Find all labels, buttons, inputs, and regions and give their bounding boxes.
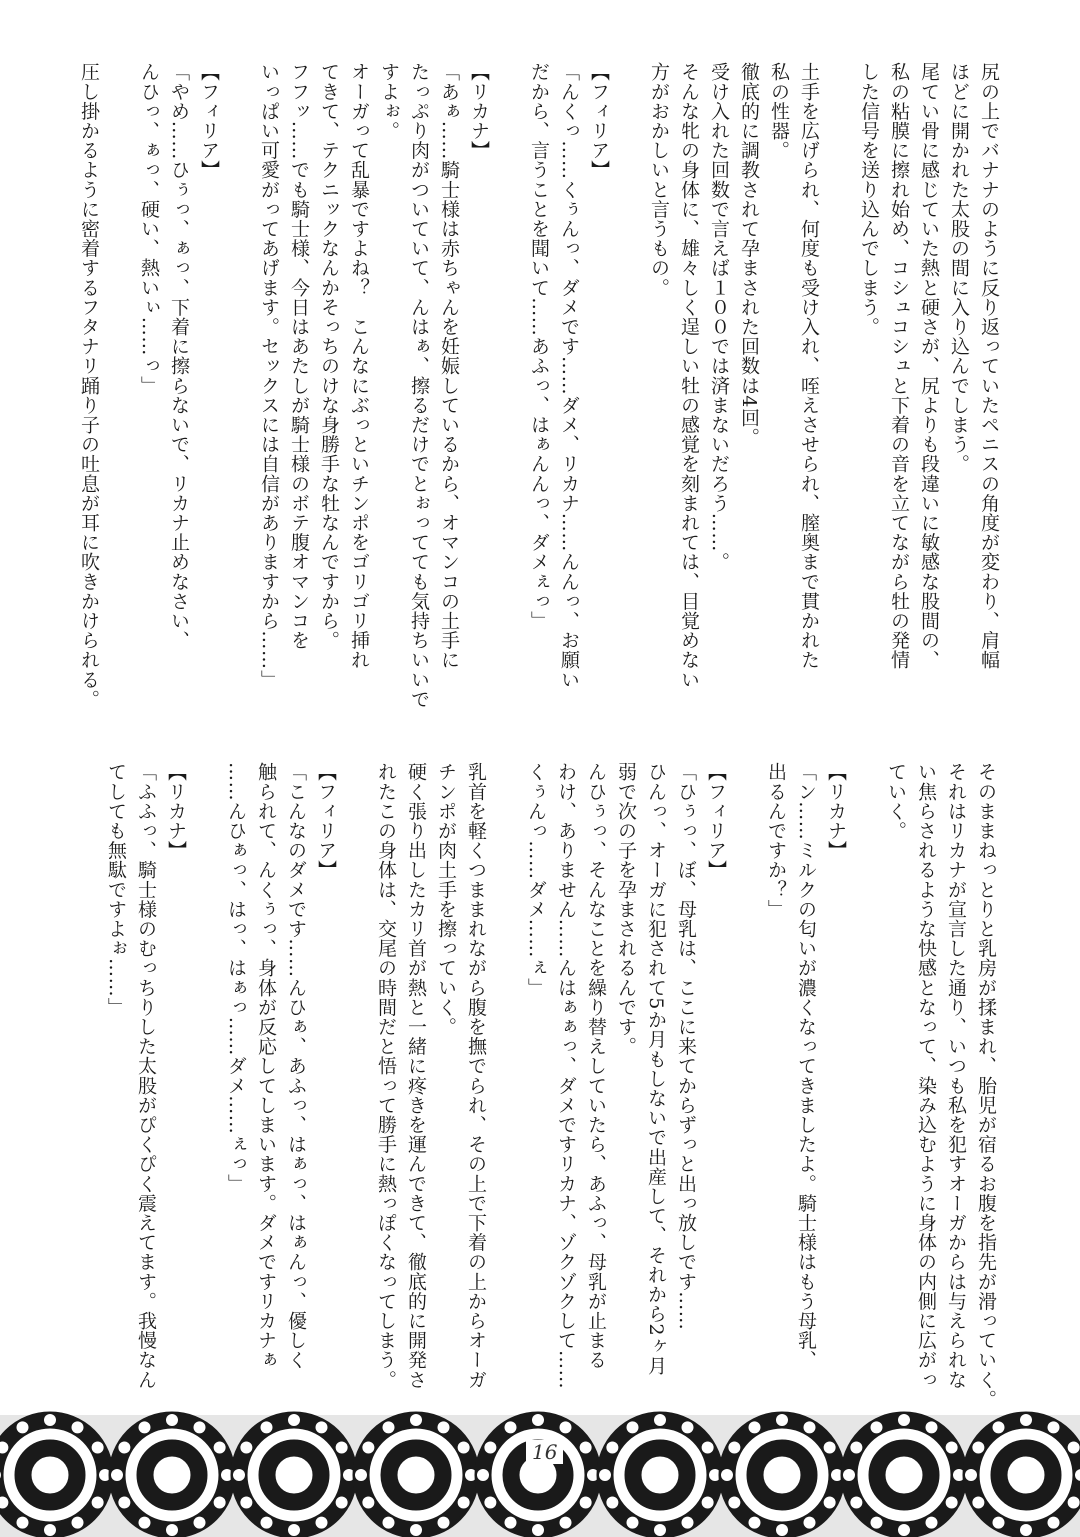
text-line: チンポが肉土手を擦っていく。 bbox=[435, 762, 457, 1037]
text-line: わけ、ありません……んはぁぁっ、ダメですリカナ、ゾクゾクして…… bbox=[555, 762, 577, 1390]
text-line: くぅんっ……ダメ……ぇ」 bbox=[525, 762, 547, 998]
text-line: した信号を送り込んでしまう。 bbox=[858, 62, 880, 337]
text-line: フフッ……でも騎士様、今日はあたしが騎士様のボテ腹オマンコを bbox=[288, 62, 310, 650]
text-line: すよぉ。 bbox=[378, 62, 400, 141]
text-line bbox=[850, 762, 880, 1402]
speaker-label: 【フィリア】 bbox=[588, 62, 610, 180]
text-line: そんな牝の身体に、雄々しく逞しい牡の感覚を刻まれては、目覚めない bbox=[678, 62, 700, 690]
lace-medallion bbox=[476, 1413, 600, 1537]
text-line: 「こんなのダメです……んひぁ、あふっ、はぁっ、はぁんっ、優しく bbox=[285, 762, 307, 1370]
text-line bbox=[104, 62, 134, 742]
text-line: 尾てい骨に感じていた熱と硬さが、尻よりも段違いに敏感な股間の、 bbox=[918, 62, 940, 670]
text-line: 「あぁ……騎士様は赤ちゃんを妊娠しているから、オマンコの土手に bbox=[438, 62, 460, 670]
text-line: んひぅっ、そんなことを繰り替えしていたら、あふっ、母乳が止まる bbox=[585, 762, 607, 1370]
text-line: ひんっ、オーガに犯されて5か月もしないで出産して、それから2ヶ月 bbox=[645, 762, 667, 1376]
text-line: ……んひぁっ、はっ、はぁっ……ダメ……ぇっ」 bbox=[225, 762, 247, 1194]
text-line: 「ふふっ、騎士様のむっちりした太股がぴくぴく震えてます。我慢なん bbox=[135, 762, 157, 1390]
lace-medallion bbox=[598, 1413, 722, 1537]
text-line: それはリカナが宣言した通り、いつも私を犯すオーガからは与えられな bbox=[945, 762, 967, 1390]
text-line bbox=[824, 62, 854, 742]
text-line bbox=[190, 762, 220, 1402]
speaker-label: 【フィリア】 bbox=[315, 762, 337, 880]
text-line: 方がおかしいと言うもの。 bbox=[648, 62, 670, 298]
speaker-label: 【リカナ】 bbox=[468, 62, 490, 160]
text-line: たっぷり肉がついていて、んはぁ、擦るだけでとぉってても気持ちいいで bbox=[408, 62, 430, 709]
text-line: 弱で次の子を孕まされるんです。 bbox=[615, 762, 637, 1056]
text-line: 私の粘膜に擦れ始め、コシュコシュと下着の音を立てながら牡の発情 bbox=[888, 62, 910, 670]
text-line: ていく。 bbox=[885, 762, 907, 841]
text-line: れたこの身体は、交尾の時間だと悟って勝手に熱っぽくなってしまう。 bbox=[375, 762, 397, 1390]
text-line: そのままねっとりと乳房が揉まれ、胎児が宿るお腹を指先が滑っていく。 bbox=[975, 762, 997, 1409]
text-line bbox=[340, 762, 370, 1402]
text-line: 徹底的に調教されて孕まされた回数は4回。 bbox=[738, 62, 760, 448]
text-line: んひっ、ぁっ、硬い、熱いぃ……っ」 bbox=[138, 62, 160, 396]
text-line: だから、言うことを聞いて……あふっ、はぁんんっ、ダメぇっ」 bbox=[528, 62, 550, 631]
speaker-label: 【フィリア】 bbox=[198, 62, 220, 180]
text-line: オーガって乱暴ですよね？ こんなにぶっといチンポをゴリゴリ挿れ bbox=[348, 62, 370, 670]
bottom-text-block bbox=[100, 762, 1000, 1409]
text-line: 私の性器。 bbox=[768, 62, 790, 160]
text-line: てきて、テクニックなんかそっちのけな身勝手な牡なんですから。 bbox=[318, 62, 340, 650]
text-line bbox=[490, 762, 520, 1402]
text-line: 出るんですか？」 bbox=[765, 762, 787, 919]
top-text-block bbox=[74, 62, 1004, 742]
text-line: 受け入れた回数で言えば１００では済まないだろう……。 bbox=[708, 62, 730, 572]
text-line: 「やめ……ひぅっ、ぁっ、下着に擦らないで、リカナ止めなさい、 bbox=[168, 62, 190, 650]
speaker-label: 【フィリア】 bbox=[705, 762, 727, 880]
lace-medallion bbox=[354, 1413, 478, 1537]
lace-medallion bbox=[110, 1413, 234, 1537]
speaker-label: 【リカナ】 bbox=[165, 762, 187, 860]
text-line: 圧し掛かるように密着するフタナリ踊り子の吐息が耳に吹きかけられる。 bbox=[78, 62, 100, 709]
lace-border-decoration bbox=[0, 1395, 1080, 1537]
text-line: 硬く張り出したカリ首が熱と一緒に疼きを運んできて、徹底的に開発さ bbox=[405, 762, 427, 1390]
lace-medallion bbox=[842, 1413, 966, 1537]
text-line: ほどに開かれた太股の間に入り込んでしまう。 bbox=[948, 62, 970, 474]
lace-medallion bbox=[720, 1413, 844, 1537]
text-line: てしても無駄ですよぉ……」 bbox=[105, 762, 127, 1017]
lace-medallion bbox=[964, 1413, 1080, 1537]
speaker-label: 【リカナ】 bbox=[825, 762, 847, 860]
text-line bbox=[730, 762, 760, 1402]
text-line: 土手を広げられ、何度も受け入れ、咥えさせられ、膣奥まで貫かれた bbox=[798, 62, 820, 670]
text-line: 「んくっ……くぅんっ、ダメです……ダメ、リカナ……んんっ、お願い bbox=[558, 62, 580, 690]
lace-medallion bbox=[232, 1413, 356, 1537]
text-line: 尻の上でバナナのように反り返っていたペニスの角度が変わり、肩幅 bbox=[978, 62, 1000, 670]
text-line bbox=[614, 62, 644, 742]
text-line: い焦らされるような快感となって、染み込むように身体の内側に広がっ bbox=[915, 762, 937, 1390]
text-line: 触られて、んくぅっ、身体が反応してしまいます。ダメですリカナぁ bbox=[255, 762, 277, 1370]
text-line: 「ひぅっ、ぼ、母乳は、ここに来てからずっと出っ放しです…… bbox=[675, 762, 697, 1331]
text-line bbox=[494, 62, 524, 742]
text-line: 「ン……ミルクの匂いが濃くなってきましたよ。騎士様はもう母乳、 bbox=[795, 762, 817, 1370]
text-line: いっぱい可愛がってあげます。セックスには自信がありますから……」 bbox=[258, 62, 280, 690]
lace-medallion bbox=[0, 1413, 112, 1537]
text-line bbox=[224, 62, 254, 742]
page-number: 16 bbox=[526, 1440, 563, 1464]
text-line: 乳首を軽くつままれながら腹を撫でられ、その上で下着の上からオーガ bbox=[465, 762, 487, 1390]
